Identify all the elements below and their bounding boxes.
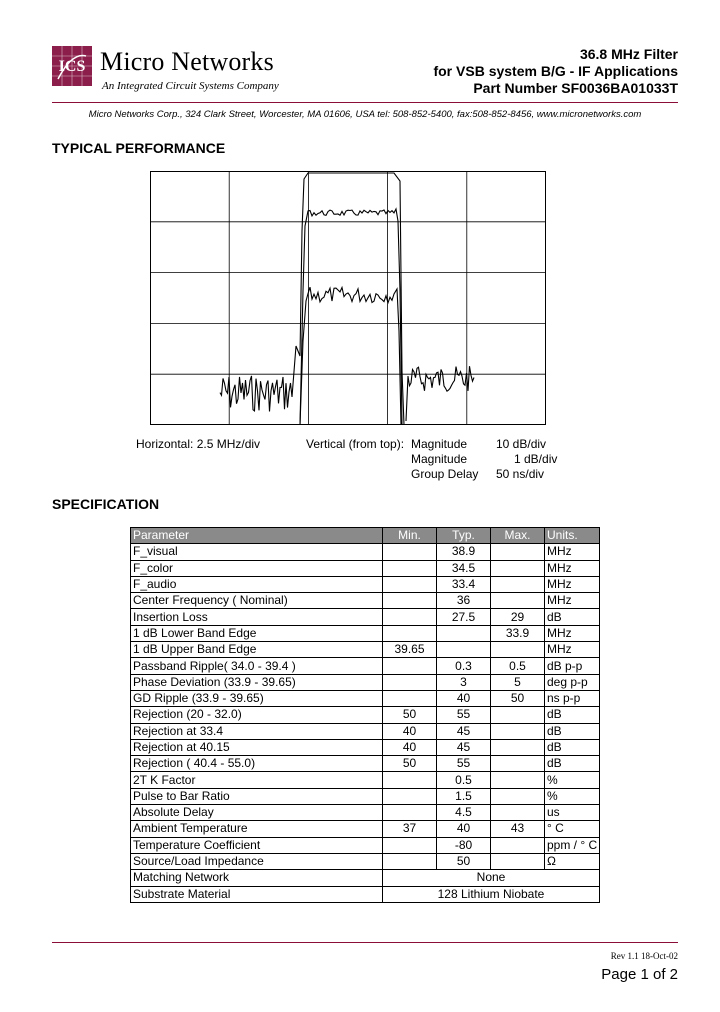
col-header-parameter: Parameter xyxy=(131,528,383,544)
col-header-max: Max. xyxy=(491,528,545,544)
table-cell: 5 xyxy=(491,674,545,690)
table-cell: 4.5 xyxy=(437,805,491,821)
table-cell: Ambient Temperature xyxy=(131,821,383,837)
table-cell: Rejection at 40.15 xyxy=(131,739,383,755)
table-cell: Rejection ( 40.4 - 55.0) xyxy=(131,756,383,772)
vertical-scale-label: Vertical (from top): xyxy=(306,437,405,451)
table-row xyxy=(131,593,600,609)
table-cell: MHz xyxy=(545,576,600,592)
brand-tagline: An Integrated Circuit Systems Company xyxy=(102,80,279,92)
table-row xyxy=(131,576,600,592)
table-cell: 29 xyxy=(491,609,545,625)
table-cell: MHz xyxy=(545,642,600,658)
table-cell: dB xyxy=(545,756,600,772)
specification-table xyxy=(130,527,600,903)
table-cell: -80 xyxy=(437,837,491,853)
table-cell-merged: 128 Lithium Niobate xyxy=(383,886,600,902)
table-cell: Ω xyxy=(545,853,600,869)
table-cell: 36 xyxy=(437,593,491,609)
table-row xyxy=(131,853,600,869)
table-cell: dB xyxy=(545,707,600,723)
table-row xyxy=(131,674,600,690)
table-cell xyxy=(491,853,545,869)
table-cell xyxy=(383,658,437,674)
table-row xyxy=(131,788,600,804)
table-cell xyxy=(383,805,437,821)
table-cell: F_audio xyxy=(131,576,383,592)
company-logo xyxy=(52,46,92,86)
table-cell xyxy=(491,788,545,804)
table-cell xyxy=(383,674,437,690)
table-cell: 45 xyxy=(437,723,491,739)
trace-2-name: Magnitude xyxy=(411,452,468,466)
table-cell: Source/Load Impedance xyxy=(131,853,383,869)
page-number: Page 1 of 2 xyxy=(601,966,678,983)
table-cell: ppm / ° C xyxy=(545,837,600,853)
table-cell: Rejection (20 - 32.0) xyxy=(131,707,383,723)
table-row xyxy=(131,707,600,723)
trace-1-name: Magnitude xyxy=(411,437,468,451)
table-cell: us xyxy=(545,805,600,821)
performance-plot xyxy=(150,171,546,425)
table-cell: 50 xyxy=(383,756,437,772)
table-cell: 2T K Factor xyxy=(131,772,383,788)
table-cell: dB xyxy=(545,723,600,739)
table-cell: 34.5 xyxy=(437,560,491,576)
horizontal-scale: Horizontal: 2.5 MHz/div xyxy=(136,437,261,451)
table-row xyxy=(131,560,600,576)
table-row xyxy=(131,756,600,772)
typical-performance-title: TYPICAL PERFORMANCE xyxy=(52,140,226,156)
table-cell: 50 xyxy=(491,690,545,706)
table-cell xyxy=(491,739,545,755)
table-cell: Phase Deviation (33.9 - 39.65) xyxy=(131,674,383,690)
title-line-1: 36.8 MHz Filter xyxy=(579,46,678,62)
trace-2-scale: 1 dB/div xyxy=(514,452,558,466)
table-cell: 50 xyxy=(437,853,491,869)
table-cell: MHz xyxy=(545,544,600,560)
trace-3-scale: 50 ns/div xyxy=(496,467,545,481)
table-cell: 33.9 xyxy=(491,625,545,641)
table-cell: 37 xyxy=(383,821,437,837)
table-cell: ns p-p xyxy=(545,690,600,706)
table-cell: % xyxy=(545,772,600,788)
table-row xyxy=(131,805,600,821)
table-row xyxy=(131,690,600,706)
table-cell xyxy=(491,576,545,592)
table-cell xyxy=(383,560,437,576)
table-cell: 40 xyxy=(437,821,491,837)
table-cell xyxy=(383,690,437,706)
table-cell: Matching Network xyxy=(131,870,383,886)
table-cell: Temperature Coefficient xyxy=(131,837,383,853)
table-cell xyxy=(491,772,545,788)
table-cell: GD Ripple (33.9 - 39.65) xyxy=(131,690,383,706)
table-cell xyxy=(383,609,437,625)
table-cell: 45 xyxy=(437,739,491,755)
table-cell: 1 dB Lower Band Edge xyxy=(131,625,383,641)
table-cell xyxy=(437,625,491,641)
table-cell: 0.5 xyxy=(437,772,491,788)
footer-rule xyxy=(52,942,678,943)
table-row xyxy=(131,658,600,674)
table-cell: 27.5 xyxy=(437,609,491,625)
table-header-row xyxy=(131,528,600,544)
table-row xyxy=(131,723,600,739)
table-cell xyxy=(383,853,437,869)
table-cell: 0.3 xyxy=(437,658,491,674)
table-cell: 33.4 xyxy=(437,576,491,592)
table-cell: Center Frequency ( Nominal) xyxy=(131,593,383,609)
table-cell: 55 xyxy=(437,756,491,772)
table-cell: deg p-p xyxy=(545,674,600,690)
table-cell xyxy=(383,544,437,560)
table-cell-merged: None xyxy=(383,870,600,886)
header-rule xyxy=(52,102,678,103)
table-cell: Insertion Loss xyxy=(131,609,383,625)
trace-1-scale: 10 dB/div xyxy=(496,437,547,451)
table-cell xyxy=(491,560,545,576)
table-cell xyxy=(491,805,545,821)
table-row xyxy=(131,609,600,625)
table-cell: 40 xyxy=(383,739,437,755)
table-cell: Rejection at 33.4 xyxy=(131,723,383,739)
table-cell: 43 xyxy=(491,821,545,837)
table-cell xyxy=(491,723,545,739)
trace-3-name: Group Delay xyxy=(411,467,479,481)
table-cell: Pulse to Bar Ratio xyxy=(131,788,383,804)
revision-label: Rev 1.1 18-Oct-02 xyxy=(610,951,678,961)
table-cell xyxy=(491,544,545,560)
table-cell: 38.9 xyxy=(437,544,491,560)
table-cell xyxy=(383,625,437,641)
table-cell xyxy=(383,788,437,804)
col-header-min: Min. xyxy=(383,528,437,544)
table-cell: Passband Ripple( 34.0 - 39.4 ) xyxy=(131,658,383,674)
table-cell xyxy=(491,837,545,853)
table-cell xyxy=(383,593,437,609)
table-cell: dB xyxy=(545,609,600,625)
logo-text: ICS xyxy=(58,58,86,75)
table-cell xyxy=(491,642,545,658)
table-row xyxy=(131,837,600,853)
table-cell: % xyxy=(545,788,600,804)
col-header-units: Units. xyxy=(545,528,600,544)
table-cell xyxy=(383,772,437,788)
table-cell: Absolute Delay xyxy=(131,805,383,821)
table-cell: MHz xyxy=(545,593,600,609)
specification-title: SPECIFICATION xyxy=(52,496,160,512)
table-cell xyxy=(491,707,545,723)
table-cell: 0.5 xyxy=(491,658,545,674)
table-cell xyxy=(383,837,437,853)
table-cell: dB xyxy=(545,739,600,755)
table-cell xyxy=(491,593,545,609)
document-title xyxy=(433,46,678,97)
table-cell: 40 xyxy=(437,690,491,706)
table-cell xyxy=(491,756,545,772)
table-row xyxy=(131,625,600,641)
col-header-typ: Typ. xyxy=(437,528,491,544)
table-cell: MHz xyxy=(545,625,600,641)
table-cell: 3 xyxy=(437,674,491,690)
table-body xyxy=(131,544,600,903)
table-row xyxy=(131,642,600,658)
title-line-2: for VSB system B/G - IF Applications xyxy=(433,63,678,79)
table-cell: F_color xyxy=(131,560,383,576)
table-cell: Substrate Material xyxy=(131,886,383,902)
brand-name: Micro Networks xyxy=(100,47,274,76)
table-cell: F_visual xyxy=(131,544,383,560)
table-cell: 1.5 xyxy=(437,788,491,804)
table-row xyxy=(131,739,600,755)
table-cell: MHz xyxy=(545,560,600,576)
table-row xyxy=(131,870,600,886)
table-cell: 39.65 xyxy=(383,642,437,658)
table-cell: 55 xyxy=(437,707,491,723)
table-cell: ° C xyxy=(545,821,600,837)
table-cell: 1 dB Upper Band Edge xyxy=(131,642,383,658)
plot-frame xyxy=(151,172,546,425)
table-cell xyxy=(437,642,491,658)
table-row xyxy=(131,772,600,788)
table-row xyxy=(131,886,600,902)
table-cell: dB p-p xyxy=(545,658,600,674)
title-line-3: Part Number SF0036BA01033T xyxy=(473,80,678,96)
table-row xyxy=(131,821,600,837)
table-cell: 40 xyxy=(383,723,437,739)
table-cell xyxy=(383,576,437,592)
table-cell: 50 xyxy=(383,707,437,723)
table-row xyxy=(131,544,600,560)
company-address: Micro Networks Corp., 324 Clark Street, Worcester, MA 01606, USA tel: 508-852-5400, fax:508-852-8456, www.micronetworks.com xyxy=(88,109,642,120)
